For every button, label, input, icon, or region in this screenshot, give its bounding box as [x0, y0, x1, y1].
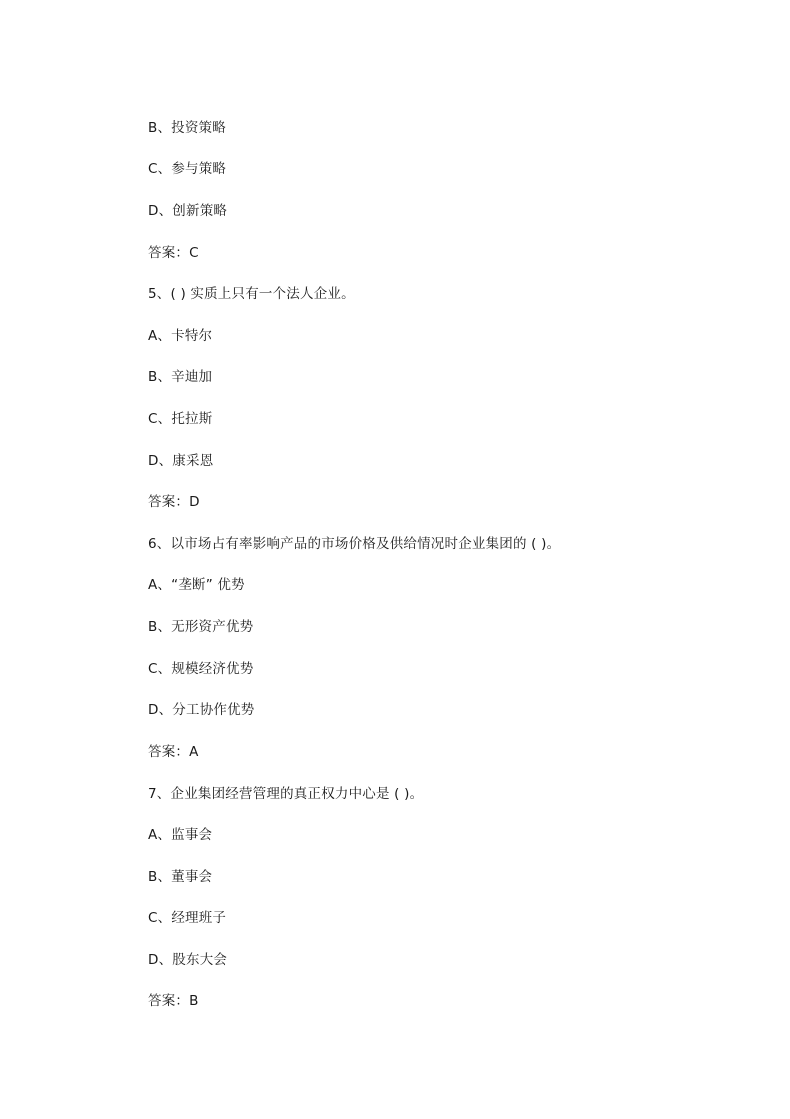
q6-option-a: A、“垄断” 优势 [148, 577, 245, 593]
q7-option-d: D、股东大会 [148, 952, 228, 968]
q6-question: 6、以市场占有率影响产品的市场价格及供给情况时企业集团的 ( )。 [148, 536, 561, 552]
q4-answer: 答案：C [148, 245, 199, 261]
q5-option-c: C、托拉斯 [148, 411, 213, 427]
q4-option-c: C、参与策略 [148, 161, 227, 177]
q4-option-d: D、创新策略 [148, 203, 228, 219]
q5-answer: 答案：D [148, 494, 200, 510]
q7-option-c: C、经理班子 [148, 910, 227, 926]
q7-answer: 答案：B [148, 993, 199, 1009]
q6-option-b: B、无形资产优势 [148, 619, 254, 635]
q5-option-d: D、康采恩 [148, 453, 214, 469]
q6-answer: 答案：A [148, 744, 199, 760]
q4-option-b: B、投资策略 [148, 120, 226, 136]
q6-option-d: D、分工协作优势 [148, 702, 255, 718]
q7-option-a: A、监事会 [148, 827, 213, 843]
q5-option-a: A、卡特尔 [148, 328, 213, 344]
q7-option-b: B、董事会 [148, 869, 213, 885]
q5-question: 5、( ) 实质上只有一个法人企业。 [148, 286, 355, 302]
q7-question: 7、企业集团经营管理的真正权力中心是 ( )。 [148, 786, 424, 802]
q5-option-b: B、辛迪加 [148, 369, 213, 385]
q6-option-c: C、规模经济优势 [148, 661, 254, 677]
